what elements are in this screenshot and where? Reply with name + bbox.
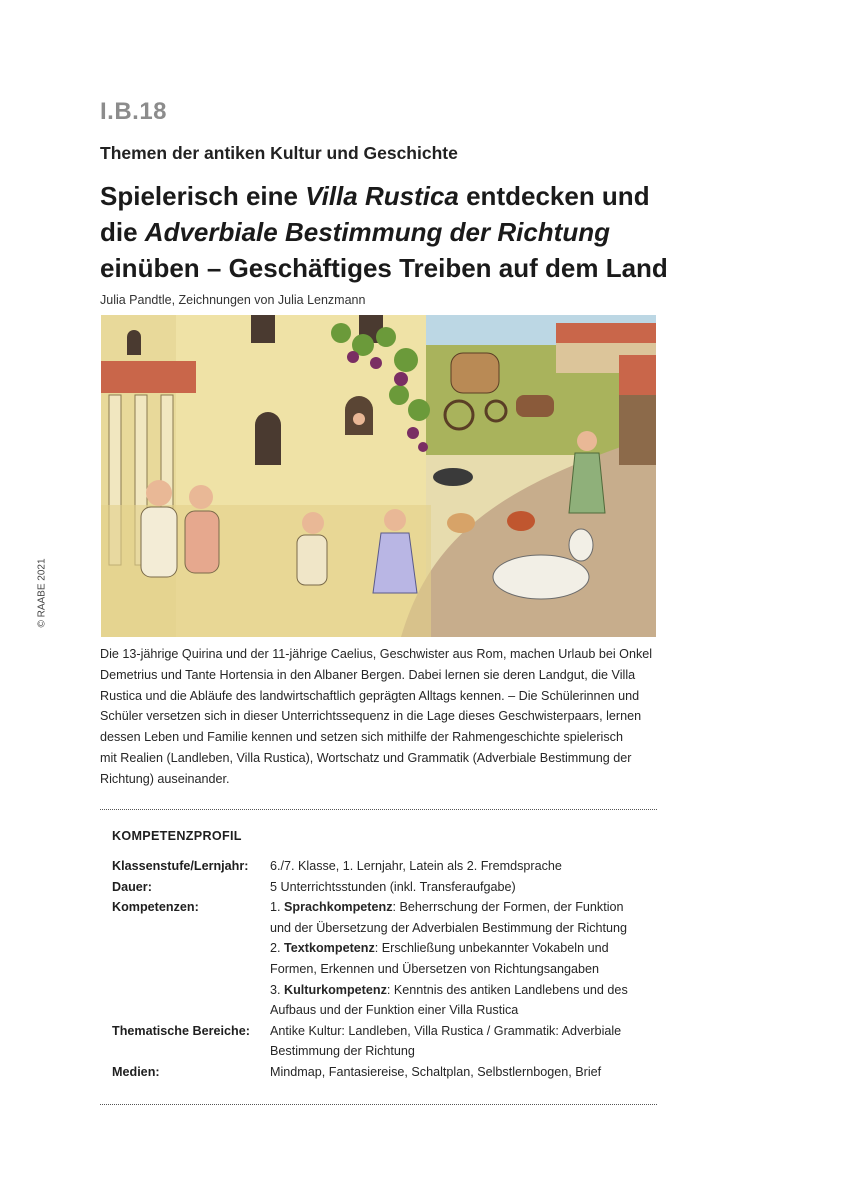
farm-roof: [556, 323, 656, 343]
profile-label: Kompetenzen:: [112, 900, 199, 915]
villa-rustica-illustration: [101, 315, 656, 637]
intro-paragraph: [100, 644, 657, 790]
vine-leaf: [389, 385, 409, 405]
competence-term: Kulturkompetenz: [284, 982, 387, 997]
title-part: Spielerisch eine: [100, 181, 306, 211]
author-credit: Julia Pandtle, Zeichnungen von Julia Lenzmann: [100, 293, 366, 307]
profile-row-media: [112, 1062, 657, 1083]
title-part: die: [100, 217, 145, 247]
main-title: [100, 178, 700, 286]
competence-text: : Erschließung unbekannter Vokabeln und: [374, 941, 609, 956]
intro-line: Schüler versetzen sich in dieser Unterrichtssequenz in die Lage dieses Geschwisterpaars, lernen: [100, 709, 642, 724]
vine-leaf: [331, 323, 351, 343]
dog: [433, 468, 473, 486]
profile-row-duration: [112, 877, 657, 898]
profile-value: [270, 897, 657, 1021]
series-title: Themen der antiken Kultur und Geschichte: [100, 143, 458, 163]
competence-number: 1.: [270, 900, 285, 915]
grape-cluster: [418, 442, 428, 452]
vine-leaf: [408, 399, 430, 421]
intro-line: Rustica und die Abläufe des landwirtschaftlich geprägten Alltags kennen. – Die Schülerinnen und: [100, 688, 640, 703]
profile-label: Thematische Bereiche:: [112, 1023, 250, 1038]
copyright-notice: © RAABE 2021: [36, 558, 48, 628]
title-part: einüben – Geschäftiges Treiben auf dem Land: [100, 253, 668, 283]
profile-label: Klassenstufe/Lernjahr:: [112, 859, 249, 873]
competence-text: Formen, Erkennen und Übersetzen von Richtungsangaben: [270, 961, 600, 976]
intro-line: Richtung) auseinander.: [100, 771, 230, 786]
profile-value: Mindmap, Fantasiereise, Schaltplan, Selbstlernbogen, Brief: [270, 1064, 602, 1079]
rooster: [507, 511, 535, 531]
dirt-path: [401, 435, 656, 637]
grape-cluster: [407, 427, 419, 439]
profile-row-competences: [112, 897, 657, 1021]
profile-value: [270, 1021, 657, 1062]
title-part: entdecken und: [458, 181, 650, 211]
competence-text: : Beherrschung der Formen, der Funktion: [392, 900, 624, 915]
competence-item-1: [270, 897, 657, 918]
profile-row-themes: [112, 1021, 657, 1062]
profile-heading: KOMPETENZPROFIL: [112, 829, 242, 843]
competence-item-3: [270, 980, 657, 1001]
competence-term: Sprachkompetenz: [284, 900, 393, 915]
grape-cluster: [394, 372, 408, 386]
arched-window: [127, 330, 141, 355]
grape-cluster: [370, 357, 382, 369]
title-italic-villa-rustica: Villa Rustica: [305, 181, 459, 211]
competence-term: Textkompetenz: [284, 941, 375, 956]
profile-row-grade: [112, 856, 657, 877]
adult-man-seated: [141, 480, 177, 577]
intro-line: dessen Leben und Familie kennen und setzen sich mithilfe der Rahmengeschichte spielerisch: [100, 730, 623, 745]
portico-roof: [101, 361, 196, 393]
dotted-divider: [100, 1104, 657, 1105]
theme-line: Bestimmung der Richtung: [270, 1044, 415, 1059]
barn-roof: [619, 355, 656, 395]
profile-value: 5 Unterrichtsstunden (inkl. Transferaufgabe): [270, 879, 516, 894]
profile-value: 6./7. Klasse, 1. Lernjahr, Latein als 2. Fremdsprache: [270, 859, 562, 873]
competence-number: 3.: [270, 982, 285, 997]
profile-label: Medien:: [112, 1064, 160, 1079]
grape-cluster: [347, 351, 359, 363]
barn: [619, 395, 656, 465]
profile-label: Dauer:: [112, 879, 152, 894]
title-italic-adverbiale: Adverbiale Bestimmung der Richtung: [144, 217, 610, 247]
intro-line: Die 13-jährige Quirina und der 11-jährige Caelius, Geschwister aus Rom, machen Urlaub bei Onkel: [100, 647, 653, 661]
competence-text: : Kenntnis des antiken Landlebens und des: [386, 982, 628, 997]
woman-in-window: [353, 413, 365, 425]
window: [251, 315, 275, 343]
illustration-drawing: [101, 315, 656, 637]
hen: [447, 513, 475, 533]
theme-line: Antike Kultur: Landleben, Villa Rustica / Grammatik: Adverbiale: [270, 1023, 622, 1038]
dotted-divider: [100, 809, 657, 810]
competence-number: 2.: [270, 941, 285, 956]
intro-line: mit Realien (Landleben, Villa Rustica), Wortschatz und Grammatik (Adverbiale Bestimmung der: [100, 750, 632, 765]
arched-window: [255, 412, 281, 465]
competence-text: Aufbaus und der Funktion einer Villa Rustica: [270, 1003, 519, 1018]
competence-item-2: [270, 938, 657, 959]
vine-leaf: [394, 348, 418, 372]
competence-text: und der Übersetzung der Adverbialen Bestimmung der Richtung: [270, 920, 628, 935]
competence-profile-table: [112, 856, 657, 1083]
document-code: I.B.18: [100, 98, 168, 125]
intro-line: Demetrius und Tante Hortensia in den Albaner Bergen. Dabei lernen sie deren Landgut, die Villa: [100, 667, 636, 682]
vine-leaf: [376, 327, 396, 347]
